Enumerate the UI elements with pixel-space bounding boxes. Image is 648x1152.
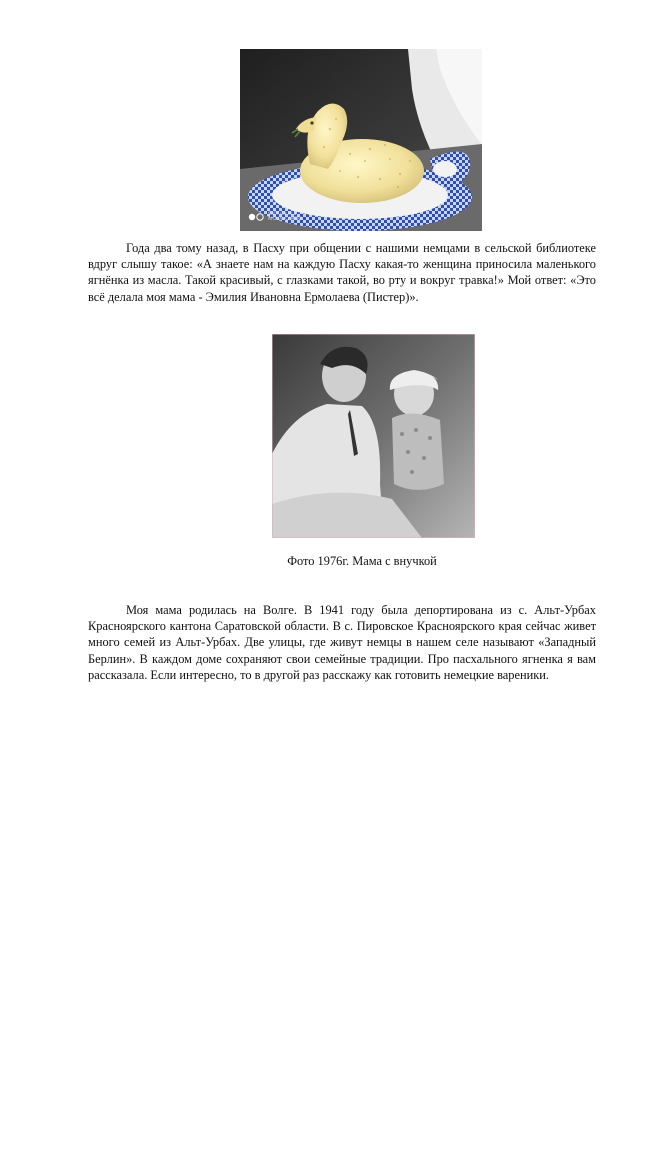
camera-watermark-line1: SHOT ON MI 8 <box>268 211 297 216</box>
mother-with-granddaughter-photo <box>272 334 475 538</box>
paragraph-family-history: Моя мама родилась на Волге. В 1941 году была депортирована из с. Альт-Урбах Красноярского кантона Саратовской области. В с. Пировское Красноярского края сейчас живет много семей из Альт-Урбах. Две улицы, где живут немцы в нашем селе называют «Западный Берлин». В каждом доме сохраняют свои семейные традиции. Про пасхального ягненка я вам рассказала. Если интересно, то в другой раз расскажу как готовить немецкие вареники. <box>88 603 596 682</box>
butter-lamb-photo <box>240 49 482 231</box>
camera-watermark-line2: AI DUAL CAMERA <box>268 216 303 221</box>
photo-caption: Фото 1976г. Мама с внучкой <box>287 554 437 568</box>
paragraph-easter-lamb: Года два тому назад, в Пасху при общении с нашими немцами в сельской библиотеке вдруг слышу такое: «А знаете нам на каждую Пасху какая-то женщина приносила маленького ягнёнка из масла. Такой красивый, с глазками такой, во рту и вокруг травка!» Мой ответ: «Это всё делала моя мама - Эмилия Ивановна Ермолаева (Пистер)». <box>88 241 596 304</box>
